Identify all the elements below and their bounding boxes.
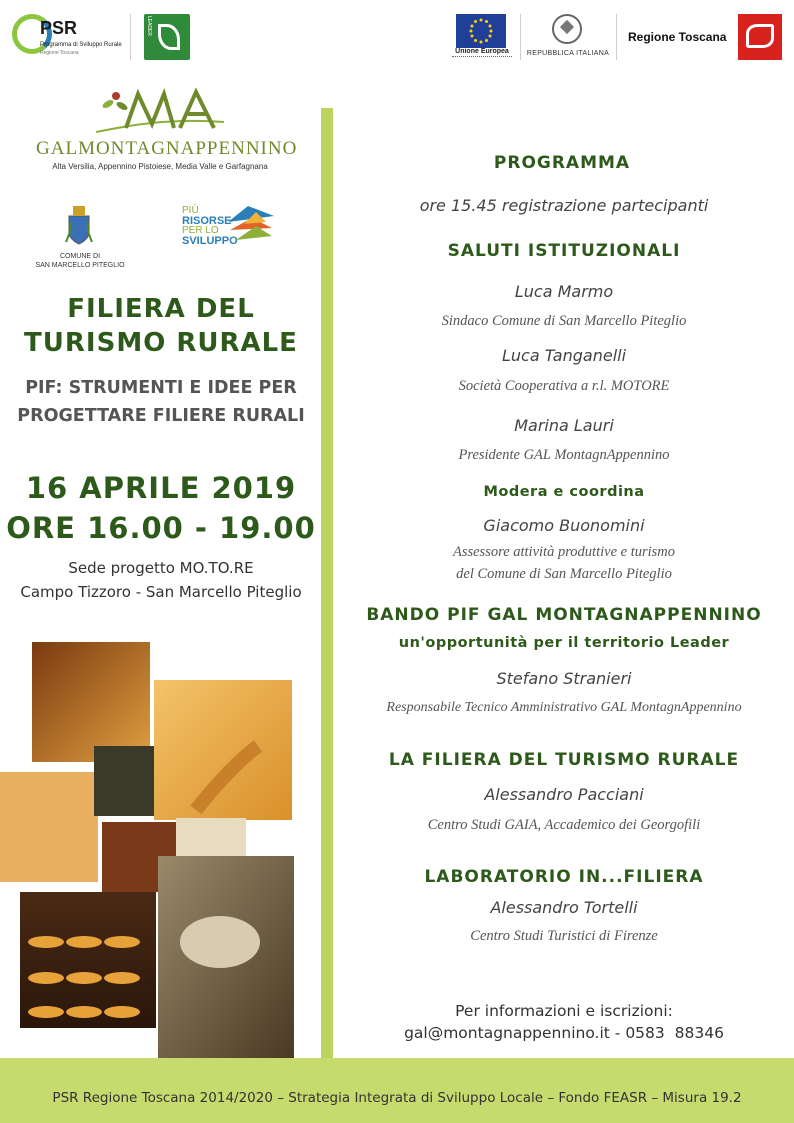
event-venue — [0, 556, 322, 604]
moderator-role-line2: del Comune di San Marcello Piteglio — [456, 566, 672, 582]
speaker3-name: Marina Lauri — [514, 416, 614, 435]
greetings-heading: SALUTI ISTITUZIONALI — [447, 241, 681, 261]
event-date: 16 APRILE 2019 — [25, 471, 297, 505]
green-vertical-bar — [321, 108, 333, 1058]
bando-subheading: un'opportunità per il territorio Leader — [398, 635, 730, 651]
comune-crest-icon — [64, 202, 94, 248]
event-title-line1: FILIERA DEL — [67, 294, 255, 324]
event-title-line2: TURISMO RURALE — [24, 328, 298, 358]
event-venue-line1: Sede progetto MO.TO.RE — [68, 559, 254, 577]
speaker3-role: Presidente GAL MontagnAppennino — [458, 447, 670, 463]
speaker6-name: Alessandro Tortelli — [490, 898, 638, 917]
gal-ma-logo-icon — [96, 88, 236, 138]
comune-label — [24, 252, 136, 270]
event-subtitle-line1: PIF: STRUMENTI E IDEE PER — [25, 378, 297, 398]
event-title — [0, 292, 322, 360]
filiera-heading: LA FILIERA DEL TURISMO RURALE — [388, 750, 740, 770]
speaker4-role: Responsabile Tecnico Amministrativo GAL MontagnAppennino — [386, 700, 742, 715]
registration-line: ore 15.45 registrazione partecipanti — [419, 196, 709, 215]
event-subtitle — [0, 374, 322, 430]
flour-scoop-photo — [154, 680, 292, 820]
rural-products-photo-collage — [0, 642, 296, 1058]
pegasus-shape-icon — [746, 24, 774, 48]
gal-name-prefix: GAL — [36, 138, 79, 159]
gal-name — [36, 138, 298, 160]
header-divider — [130, 14, 131, 60]
bando-heading: BANDO PIF GAL MONTAGNAPPENNINO — [366, 605, 762, 625]
psr-logo-region: Regione Toscana — [40, 50, 79, 56]
psr-logo-subtitle: Programma di Sviluppo Rurale — [40, 42, 122, 48]
speaker5-name: Alessandro Pacciani — [484, 785, 644, 804]
program-heading: PROGRAMMA — [493, 153, 631, 173]
comune-label-line1: COMUNE DI — [59, 253, 101, 260]
psr-logo-title: PSR — [40, 18, 78, 38]
region-label: Regione Toscana — [628, 30, 727, 44]
toscana-pegasus-icon — [738, 14, 782, 60]
speaker2-role: Società Cooperativa a r.l. MOTORE — [458, 378, 670, 394]
moderator-role-line1: Assessore attività produttive e turismo — [452, 544, 676, 560]
risorse-line4: SVILUPPO — [182, 235, 238, 247]
info-line: Per informazioni e iscrizioni: — [455, 1002, 673, 1020]
eu-label: Unione Europea — [455, 48, 509, 55]
speaker1-role: Sindaco Comune di San Marcello Piteglio — [441, 313, 687, 329]
psr-logo — [12, 14, 124, 60]
speaker4-name: Stefano Stranieri — [496, 669, 632, 688]
contact-email-link[interactable]: gal@montagnappennino.it — [404, 1024, 610, 1042]
speaker2-name: Luca Tanganelli — [501, 346, 627, 365]
speaker6-role: Centro Studi Turistici di Firenze — [470, 928, 658, 944]
header-divider — [616, 14, 617, 60]
mixed-beans-photo — [94, 746, 154, 816]
eu-flag-icon — [456, 14, 506, 48]
gal-name-main: MONTAGNAPPENNINO — [78, 138, 298, 159]
italian-republic-emblem-icon — [552, 14, 582, 44]
risorse-line2: RISORSE — [182, 215, 232, 227]
polenta-photo — [0, 772, 98, 882]
event-time: ORE 16.00 - 19.00 — [6, 511, 316, 545]
moderator-role — [334, 541, 794, 585]
event-venue-line2: Campo Tizzoro - San Marcello Piteglio — [20, 583, 302, 601]
honeycomb-photo — [32, 642, 150, 762]
event-datetime — [0, 468, 322, 548]
risorse-mountains-icon — [226, 200, 276, 244]
leader-leaf-icon — [158, 24, 180, 50]
leader-label: LEADER — [146, 16, 152, 37]
lab-heading: LABORATORIO IN...FILIERA — [424, 867, 704, 887]
moderator-name: Giacomo Buonomini — [483, 516, 645, 535]
speaker1-name: Luca Marmo — [514, 282, 614, 301]
comune-label-line2: SAN MARCELLO PITEGLIO — [35, 262, 125, 269]
eu-fineprint — [452, 56, 512, 61]
risorse-line1: PIÙ — [182, 205, 199, 216]
footer-text: PSR Regione Toscana 2014/2020 – Strategia Integrata di Sviluppo Locale – Fondo FEASR – Misura 19.2 — [52, 1090, 742, 1106]
republic-label: REPUBBLICA ITALIANA — [526, 50, 610, 57]
event-subtitle-line2: PROGETTARE FILIERE RURALI — [17, 406, 305, 426]
contact-line — [334, 1022, 794, 1044]
moderator-heading: Modera e coordina — [483, 484, 645, 500]
risorse-line3: PER LO — [182, 225, 219, 236]
leader-logo — [144, 14, 190, 60]
speaker5-role: Centro Studi GAIA, Accademico dei Georgofili — [427, 817, 701, 833]
contact-phone: - 0583 88346 — [609, 1024, 724, 1042]
info-block — [334, 1000, 794, 1044]
gal-subtitle: Alta Versilia, Appennino Pistoiese, Media Valle e Garfagnana — [52, 162, 268, 171]
